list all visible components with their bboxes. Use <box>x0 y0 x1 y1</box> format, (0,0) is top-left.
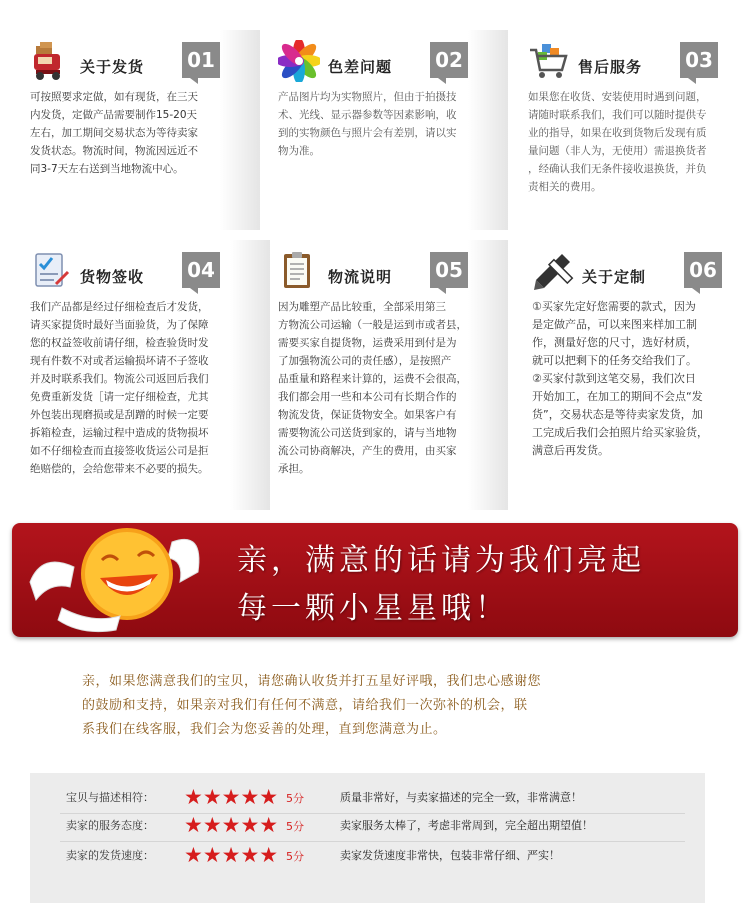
card-shipping <box>30 0 260 230</box>
delivery-truck-icon <box>30 40 72 82</box>
card-number-badge: 01 <box>182 42 220 78</box>
card-line: 拆箱检查，运输过程中造成的货物损坏 <box>30 427 209 439</box>
card-line: 同3-7天左右送到当地物流中心。 <box>30 163 184 175</box>
card-aftersale <box>528 0 743 230</box>
card-line: 我们产品都是经过仔细检查后才发货， <box>30 301 209 313</box>
card-line: 我们都会用一些和本公司有长期合作的 <box>278 391 457 403</box>
shopping-cart-icon <box>528 40 570 82</box>
card-line: 绝赔偿的，会给您带来不必要的损失。 <box>30 463 209 475</box>
rating-comment: 质量非常好，与卖家描述的完全一致，非常满意！ <box>340 791 582 804</box>
card-body <box>278 298 488 478</box>
card-title: 售后服务 <box>578 58 643 76</box>
card-shadow <box>220 30 260 230</box>
card-line: 需要买家自提货物，运费采用到付是为 <box>278 337 457 349</box>
card-line: 如果您在收货、安装使用时遇到问题， <box>528 91 707 103</box>
card-line: 到的实物颜色与照片会有差别，请以实 <box>278 127 457 139</box>
card-number-badge: 02 <box>430 42 468 78</box>
rating-label: 卖家的发货速度： <box>66 849 154 862</box>
card-line: 产品图片均为实物照片，但由于拍摄技 <box>278 91 457 103</box>
card-line: 流公司协商解决，产生的费用，由买家 <box>278 445 457 457</box>
card-line: ②买家付款到这笔交易，我们次日 <box>532 372 696 385</box>
star-rating-icon: ★★★★★ <box>184 813 279 837</box>
card-line: 承担。 <box>278 463 310 475</box>
card-number-badge: 03 <box>680 42 718 78</box>
rating-row <box>30 843 705 869</box>
card-line: 请随时联系我们，我们可以随时提供专 <box>528 109 707 121</box>
card-number-badge: 06 <box>684 252 722 288</box>
card-logistics <box>278 210 508 510</box>
card-line: 现有件数不对或者运输损坏请不子签收 <box>30 355 209 367</box>
rating-row <box>30 813 705 839</box>
card-line: 了加强物流公司的责任感），是按照产 <box>278 355 452 367</box>
card-line: 需要物流公司送货到家的，请与当地物 <box>278 427 457 439</box>
card-line: 就可以把剩下的任务交给我们了。 <box>532 354 697 367</box>
card-receipt <box>30 210 270 510</box>
smiley-face-icon <box>22 512 212 642</box>
card-shadow <box>468 240 508 510</box>
card-body <box>30 88 240 178</box>
rating-score: 5分 <box>286 850 304 863</box>
row-divider <box>60 841 685 842</box>
card-body <box>528 88 738 196</box>
card-line: 工完成后我们会拍照片给买家验货， <box>532 426 708 439</box>
card-title: 关于发货 <box>80 58 145 76</box>
card-line: ，经确认我们无条件接收退换货，并负 <box>528 163 707 175</box>
rating-row <box>30 785 705 811</box>
clipboard-icon <box>278 250 320 292</box>
card-line: 业的指导，如果在收到货物后发现有质 <box>528 127 707 139</box>
card-body <box>30 298 230 478</box>
card-line: 物流发货，保证货物安全。如果客户有 <box>278 409 457 421</box>
card-line: 如不仔细检查而直接签收货运公司是拒 <box>30 445 209 457</box>
star-rating-icon: ★★★★★ <box>184 843 279 867</box>
card-number-badge: 04 <box>182 252 220 288</box>
card-line: 物为准。 <box>278 145 320 157</box>
checklist-icon <box>30 250 72 292</box>
card-line: ①买家先定好您需要的款式，因为 <box>532 300 696 313</box>
card-line: 外包装出现磨损或是刮蹭的时候一定要 <box>30 409 209 421</box>
card-line: 责相关的费用。 <box>528 181 602 193</box>
card-line: 并及时联系我们。物流公司返回后我们 <box>30 373 209 385</box>
card-line: 免费重新发货［请一定仔细检查，尤其 <box>30 391 209 403</box>
rating-comment: 卖家服务太棒了，考虑非常周到，完全超出期望值！ <box>340 819 593 832</box>
thanks-line: 系我们在线客服，我们会为您妥善的处理，直到您满意为止。 <box>82 722 447 737</box>
card-title: 货物签收 <box>80 268 145 286</box>
pencil-ruler-icon <box>532 250 574 292</box>
card-line: 品重量和路程来计算的，运费不会很高， <box>278 373 467 385</box>
card-line: 左右，加工期间交易状态为等待卖家 <box>30 127 198 139</box>
card-line: 请买家提货时最好当面验货，为了保障 <box>30 319 209 331</box>
banner-line-2: 每一颗小星星哦！ <box>237 591 509 626</box>
card-line: 货”，交易状态是等待卖家发货，加 <box>532 408 703 421</box>
card-line: 满意后再发货。 <box>532 444 609 457</box>
card-shadow <box>230 240 270 510</box>
thanks-line: 的鼓励和支持，如果亲对我们有任何不满意，请给我们一次弥补的机会，联 <box>82 698 528 713</box>
card-line: 可按照要求定做，如有现货，在三天 <box>30 91 198 103</box>
rating-score: 5分 <box>286 792 304 805</box>
thanks-line: 亲，如果您满意我们的宝贝，请您确认收货并打五星好评哦，我们忠心感谢您 <box>82 674 542 689</box>
card-title: 关于定制 <box>582 268 647 286</box>
thanks-message <box>82 670 622 742</box>
card-line: 开始加工，在加工的期间不会点“发 <box>532 390 703 403</box>
card-line: 量问题（非人为，无使用）需退换货者 <box>528 145 707 157</box>
card-number-badge: 05 <box>430 252 468 288</box>
card-line: 是定做产品，可以来图来样加工制 <box>532 318 697 331</box>
color-wheel-icon <box>278 40 320 82</box>
ratings-panel <box>30 773 705 903</box>
card-line: 因为雕塑产品比较重，全部采用第三 <box>278 301 446 313</box>
card-line: 方物流公司运输（一般是运到市或者县， <box>278 319 467 331</box>
banner-line-1: 亲，满意的话请为我们亮起 <box>237 543 645 578</box>
card-line: 您的权益签收前请仔细，检查验货时发 <box>30 337 209 349</box>
card-line: 内发货，定做产品需要制作15-20天 <box>30 109 198 121</box>
card-line: 术、光线、显示器参数等因素影响，收 <box>278 109 457 121</box>
rating-comment: 卖家发货速度非常快，包装非常仔细、严实！ <box>340 849 560 862</box>
card-body <box>532 298 742 460</box>
card-line: 作，测量好您的尺寸，选好材质， <box>532 336 697 349</box>
star-rating-icon: ★★★★★ <box>184 785 279 809</box>
rating-label: 卖家的服务态度： <box>66 819 154 832</box>
card-color <box>278 0 508 230</box>
card-custom <box>532 210 744 510</box>
rating-score: 5分 <box>286 820 304 833</box>
card-line: 发货状态。物流时间，物流因远近不 <box>30 145 198 157</box>
card-body <box>278 88 488 160</box>
card-title: 色差问题 <box>328 58 393 76</box>
card-shadow <box>468 30 508 230</box>
card-title: 物流说明 <box>328 268 393 286</box>
rating-label: 宝贝与描述相符： <box>66 791 154 804</box>
